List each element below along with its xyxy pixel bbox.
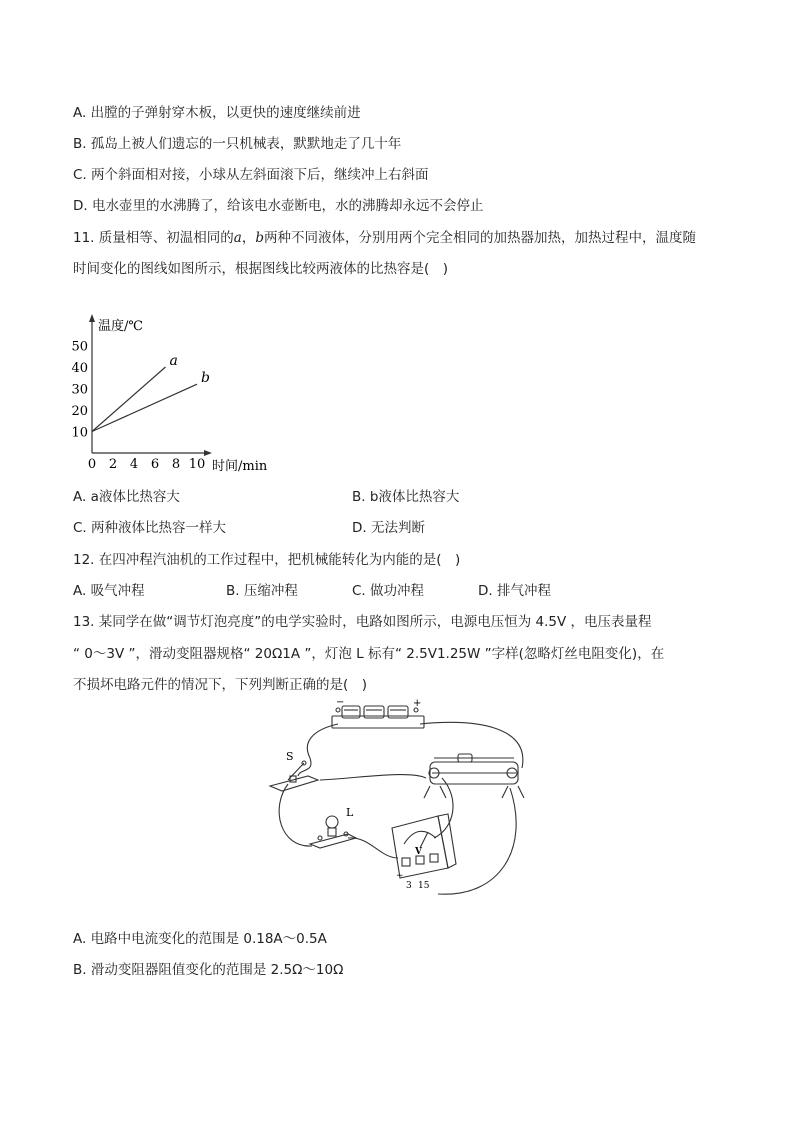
switch-label: S	[286, 750, 294, 763]
y-tick-label: 40	[71, 361, 88, 376]
lamp-label: L	[346, 806, 354, 819]
x-tick-label: 6	[150, 457, 160, 472]
voltmeter-minus-label: −	[396, 871, 404, 881]
x-tick-label: 0	[87, 457, 97, 472]
q11-option-a: A. a液体比热容大	[73, 489, 180, 505]
y-tick-label: 10	[71, 425, 88, 441]
battery-plus-label: +	[413, 698, 422, 709]
y-tick-label: 20	[71, 404, 88, 419]
x-tick-label: 8	[171, 457, 181, 472]
y-axis-arrow	[89, 314, 95, 322]
q11-stem-line2: 时间变化的图线如图所示，根据图线比较两液体的比热容是( )	[73, 261, 449, 277]
series-label-a: a	[169, 353, 178, 369]
q12-option-c: C. 做功冲程	[352, 583, 425, 599]
voltmeter-15-label: 15	[418, 881, 430, 891]
series-label-b: b	[201, 370, 210, 387]
voltmeter-label: V	[415, 847, 422, 857]
q11-option-d: D. 无法判断	[352, 520, 425, 536]
q13-stem-line1: 13. 某同学在做“调节灯泡亮度”的电学实验时，电路如图所示，电源电压恒为 4.5V ，电压表量程	[73, 614, 652, 630]
q12-option-b: B. 压缩冲程	[226, 583, 298, 599]
q11-option-c: C. 两种液体比热容一样大	[73, 520, 227, 536]
voltmeter-3-label: 3	[406, 881, 412, 891]
x-tick-label: 10	[188, 457, 206, 472]
q13-stem-line2: “ 0～3V ”，滑动变阻器规格“ 20Ω1A ”，灯泡 L 标有“ 2.5V1.25W ”字样(忽略灯丝电阻变化)，在	[73, 646, 665, 662]
battery-minus-label: −	[336, 698, 345, 708]
x-tick-label: 4	[129, 457, 139, 472]
q13-option-b: B. 滑动变阻器阻值变化的范围是 2.5Ω～10Ω	[73, 962, 344, 978]
chart-ylabel: 温度/℃	[98, 319, 143, 334]
lamp-icon	[310, 816, 356, 848]
q10-option-a: A. 出膛的子弹射穿木板，以更快的速度继续前进	[73, 105, 361, 121]
temperature-time-chart	[60, 310, 290, 480]
x-axis-arrow	[204, 450, 212, 456]
q10-option-b: B. 孤岛上被人们遗忘的一只机械表，默默地走了几十年	[73, 136, 402, 152]
series-line-a	[92, 367, 166, 432]
y-tick-label: 30	[71, 382, 88, 398]
q10-option-c: C. 两个斜面相对接，小球从左斜面滚下后，继续冲上右斜面	[73, 167, 429, 183]
q13-stem-line3: 不损坏电路元件的情况下，下列判断正确的是( )	[73, 677, 368, 693]
circuit-diagram	[260, 698, 550, 903]
q11-stem-line1: 11. 质量相等、初温相同的a，b两种不同液体，分别用两个完全相同的加热器加热，加热过程中，温度随	[73, 230, 696, 246]
y-tick-label: 50	[71, 339, 88, 355]
q12-stem: 12. 在四冲程汽油机的工作过程中，把机械能转化为内能的是( )	[73, 552, 461, 568]
series-line-b	[92, 384, 197, 431]
q12-option-d: D. 排气冲程	[478, 583, 551, 599]
chart-xlabel: 时间/min	[212, 459, 268, 474]
rheostat-icon	[424, 754, 524, 798]
q12-option-a: A. 吸气冲程	[73, 583, 145, 599]
q10-option-d: D. 电水壶里的水沸腾了，给该电水壶断电，水的沸腾却永远不会停止	[73, 198, 484, 214]
voltmeter-icon	[392, 814, 456, 878]
q11-option-b: B. b液体比热容大	[352, 489, 460, 505]
q13-option-a: A. 电路中电流变化的范围是 0.18A～0.5A	[73, 931, 327, 947]
x-tick-label: 2	[108, 457, 118, 472]
